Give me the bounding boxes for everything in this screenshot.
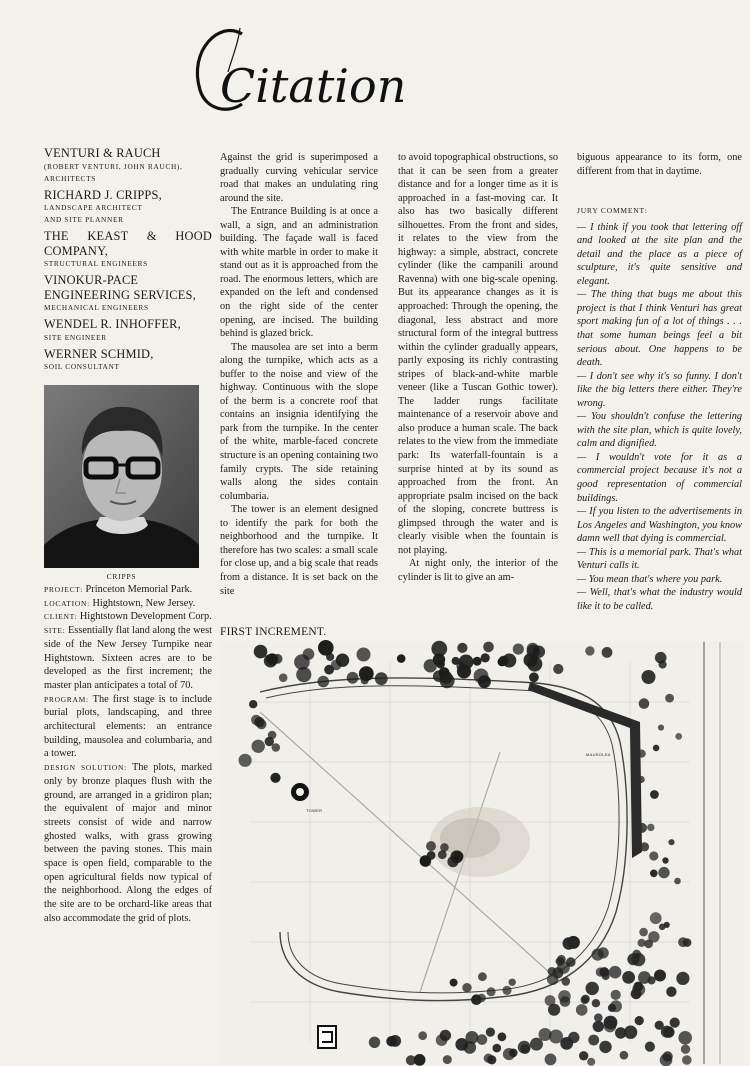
body-column-3 [398, 151, 558, 585]
credit-role: STRUCTURAL ENGINEERS [44, 259, 148, 268]
credit-role: ARCHITECTS [44, 173, 96, 183]
credits-list [44, 146, 212, 376]
paragraph: to avoid topographical obstructions, so that it can be seen from a greater distance and for a longer time as it is approached in a fast-moving car. It also has two basically different silhouettes. From the front and sides, it relates to the view from the highway: a simple, abstract, concrete cylinder (like the campanili around Ravenna) with one big-scale opening. But its appearance changes as it is approached: Through the opening, the diagonal, less abstract and more structural form of the integral buttress within the cylinder gradually appears, partly exposing its richly contrasting stripes of black-and-white marble veneer (like a Tuscan Gothic tower). The ladder rungs facilitate maintenance of a reservoir above and also produce a human scale. The back relates to the view from the immediate park: Its waterfall-fountain is a surprise hinted at by its sound as approached from the front. An appropriate psalm incised on the back of the sloping, concrete buttress is glimpsed through the water and is clearly visible when the fountain is not playing. [398, 152, 558, 556]
site-plan-drawing [220, 642, 744, 1064]
jury-comment: — Well, that's what the industry would like it to be called. [577, 587, 742, 612]
jury-comment: — I think if you took that lettering off and looked at the site plan and the detail and the place as a piece of sculpture, it's quite sensitive and elegant. [577, 221, 742, 287]
credit-role: LANDSCAPE ARCHITECT [44, 203, 143, 212]
credit-firm: THE KEAST & HOOD COMPANY, [44, 229, 212, 258]
credit-firm: VENTURI & RAUCH [44, 146, 161, 160]
portrait-caption: CRIPPS [106, 572, 137, 581]
jury-comment: — This is a memorial park. That's what Venturi calls it. [577, 546, 742, 572]
credit-role: AND SITE PLANNER [44, 215, 124, 224]
fact-design-solution: DESIGN SOLUTION: The plots, marked only by bronze plaques flush with the ground, are arranged in a gridiron plan; the equivalent of major and minor streets consist of wide and narrow ghosted walks, with grass growing between the paving stones. This main space is open field, comparable to the open agricultural fields now typical of the neighborhood. Along the edges of the site are to be orchard-like areas that also accommodate the grid of plots. [44, 762, 212, 924]
jury-comment-label: JURY COMMENT: [577, 206, 648, 216]
paragraph: At night only, the interior of the cylinder is lit to give an am- [398, 558, 558, 583]
jury-comment: — You mean that's where you park. [577, 573, 723, 585]
jury-comment: — I wouldn't vote for it as a commercial project because it's not a good representation of commercial buildings. [577, 451, 742, 504]
jury-comment: — If you listen to the advertisements in Los Angeles and Washington, you know damn well that dying is commercial. [577, 506, 742, 545]
paragraph: The tower is an element designed to identify the park for both the neighborhood and the turnpike. It therefore has two scales: a small scale for close up, and a big scale that reads from a distance. It is set back on the site [220, 504, 378, 597]
plan-label-tower: TOWER [306, 808, 323, 813]
body-column-4 [577, 151, 742, 614]
credit-role: (ROBERT VENTURI, JOHN RAUCH), [44, 161, 183, 171]
jury-comment: — You shouldn't confuse the lettering with the site plan, which is quite lovely, calm and dignified. [577, 411, 742, 450]
project-facts [44, 583, 212, 926]
site-plan-title: FIRST INCREMENT. [220, 626, 327, 638]
body-column-2 [220, 151, 378, 598]
paragraph: biguous appearance to its form, one different from that in daytime. [577, 152, 742, 177]
credit-firm: RICHARD J. CRIPPS, [44, 187, 162, 202]
fact-location: LOCATION: Hightstown, New Jersey. [44, 597, 196, 609]
credit-firm: WENDEL R. INHOFFER, [44, 317, 181, 331]
paragraph: Against the grid is superimposed a gradually curving vehicular service road that makes an undulating ring around the site. [220, 152, 378, 204]
credit-firm: VINOKUR-PACE ENGINEERING SERVICES, [44, 273, 196, 302]
paragraph: The Entrance Building is at once a wall, a sign, and an administration building. The façade wall is faced with white marble in order to make it stand out as it is approached from the road. The enormous letters, which are expanded on the left and condensed on the right side of the center opening, are incised. The building behind is glazed brick. [220, 206, 378, 340]
credit-firm: WERNER SCHMID, [44, 346, 154, 361]
fact-client: CLIENT: Hightstown Development Corp. [44, 611, 212, 623]
portrait-photo [44, 385, 199, 568]
jury-comment: — I don't see why it's so funny. I don't like the big letters there either. They're wrong. [577, 370, 742, 409]
fact-site: SITE: Essentially flat land along the west side of the New Jersey Turnpike near Hightstown. Sixteen acres are to be developed as the first increment; the master plan anticipates a total of 70. [44, 625, 212, 691]
credit-role: MECHANICAL ENGINEERS [44, 303, 149, 312]
headline-text: Citation [220, 59, 407, 113]
plan-label-mausolea: MAUSOLEA [586, 752, 611, 757]
credit-role: SOIL CONSULTANT [44, 362, 120, 371]
fact-program: PROGRAM: The first stage is to include burial plots, landscaping, and three architectural elements: an entrance building, mausolea and columbaria, and a tower. [44, 693, 212, 760]
paragraph: The mausolea are set into a berm along the turnpike, which acts as a buffer to the noise and view of the highway. Continuous with the slope of the berm is a concrete roof that contains an insignia identifying the park from the turnpike. In the center of the white, marble-faced concrete structure is an opening containing two family crypts. The side retaining walls along the sides contain columbaria. [220, 341, 378, 502]
credit-role: SITE ENGINEER [44, 332, 107, 342]
headline-citation [180, 10, 407, 130]
jury-comment: — The thing that bugs me about this project is that I think Venturi has great sport making fun of a lot of things . . . that some human beings feel a bit serious about. One happens to be death. [577, 289, 742, 369]
fact-project: PROJECT: Princeton Memorial Park. [44, 584, 193, 595]
